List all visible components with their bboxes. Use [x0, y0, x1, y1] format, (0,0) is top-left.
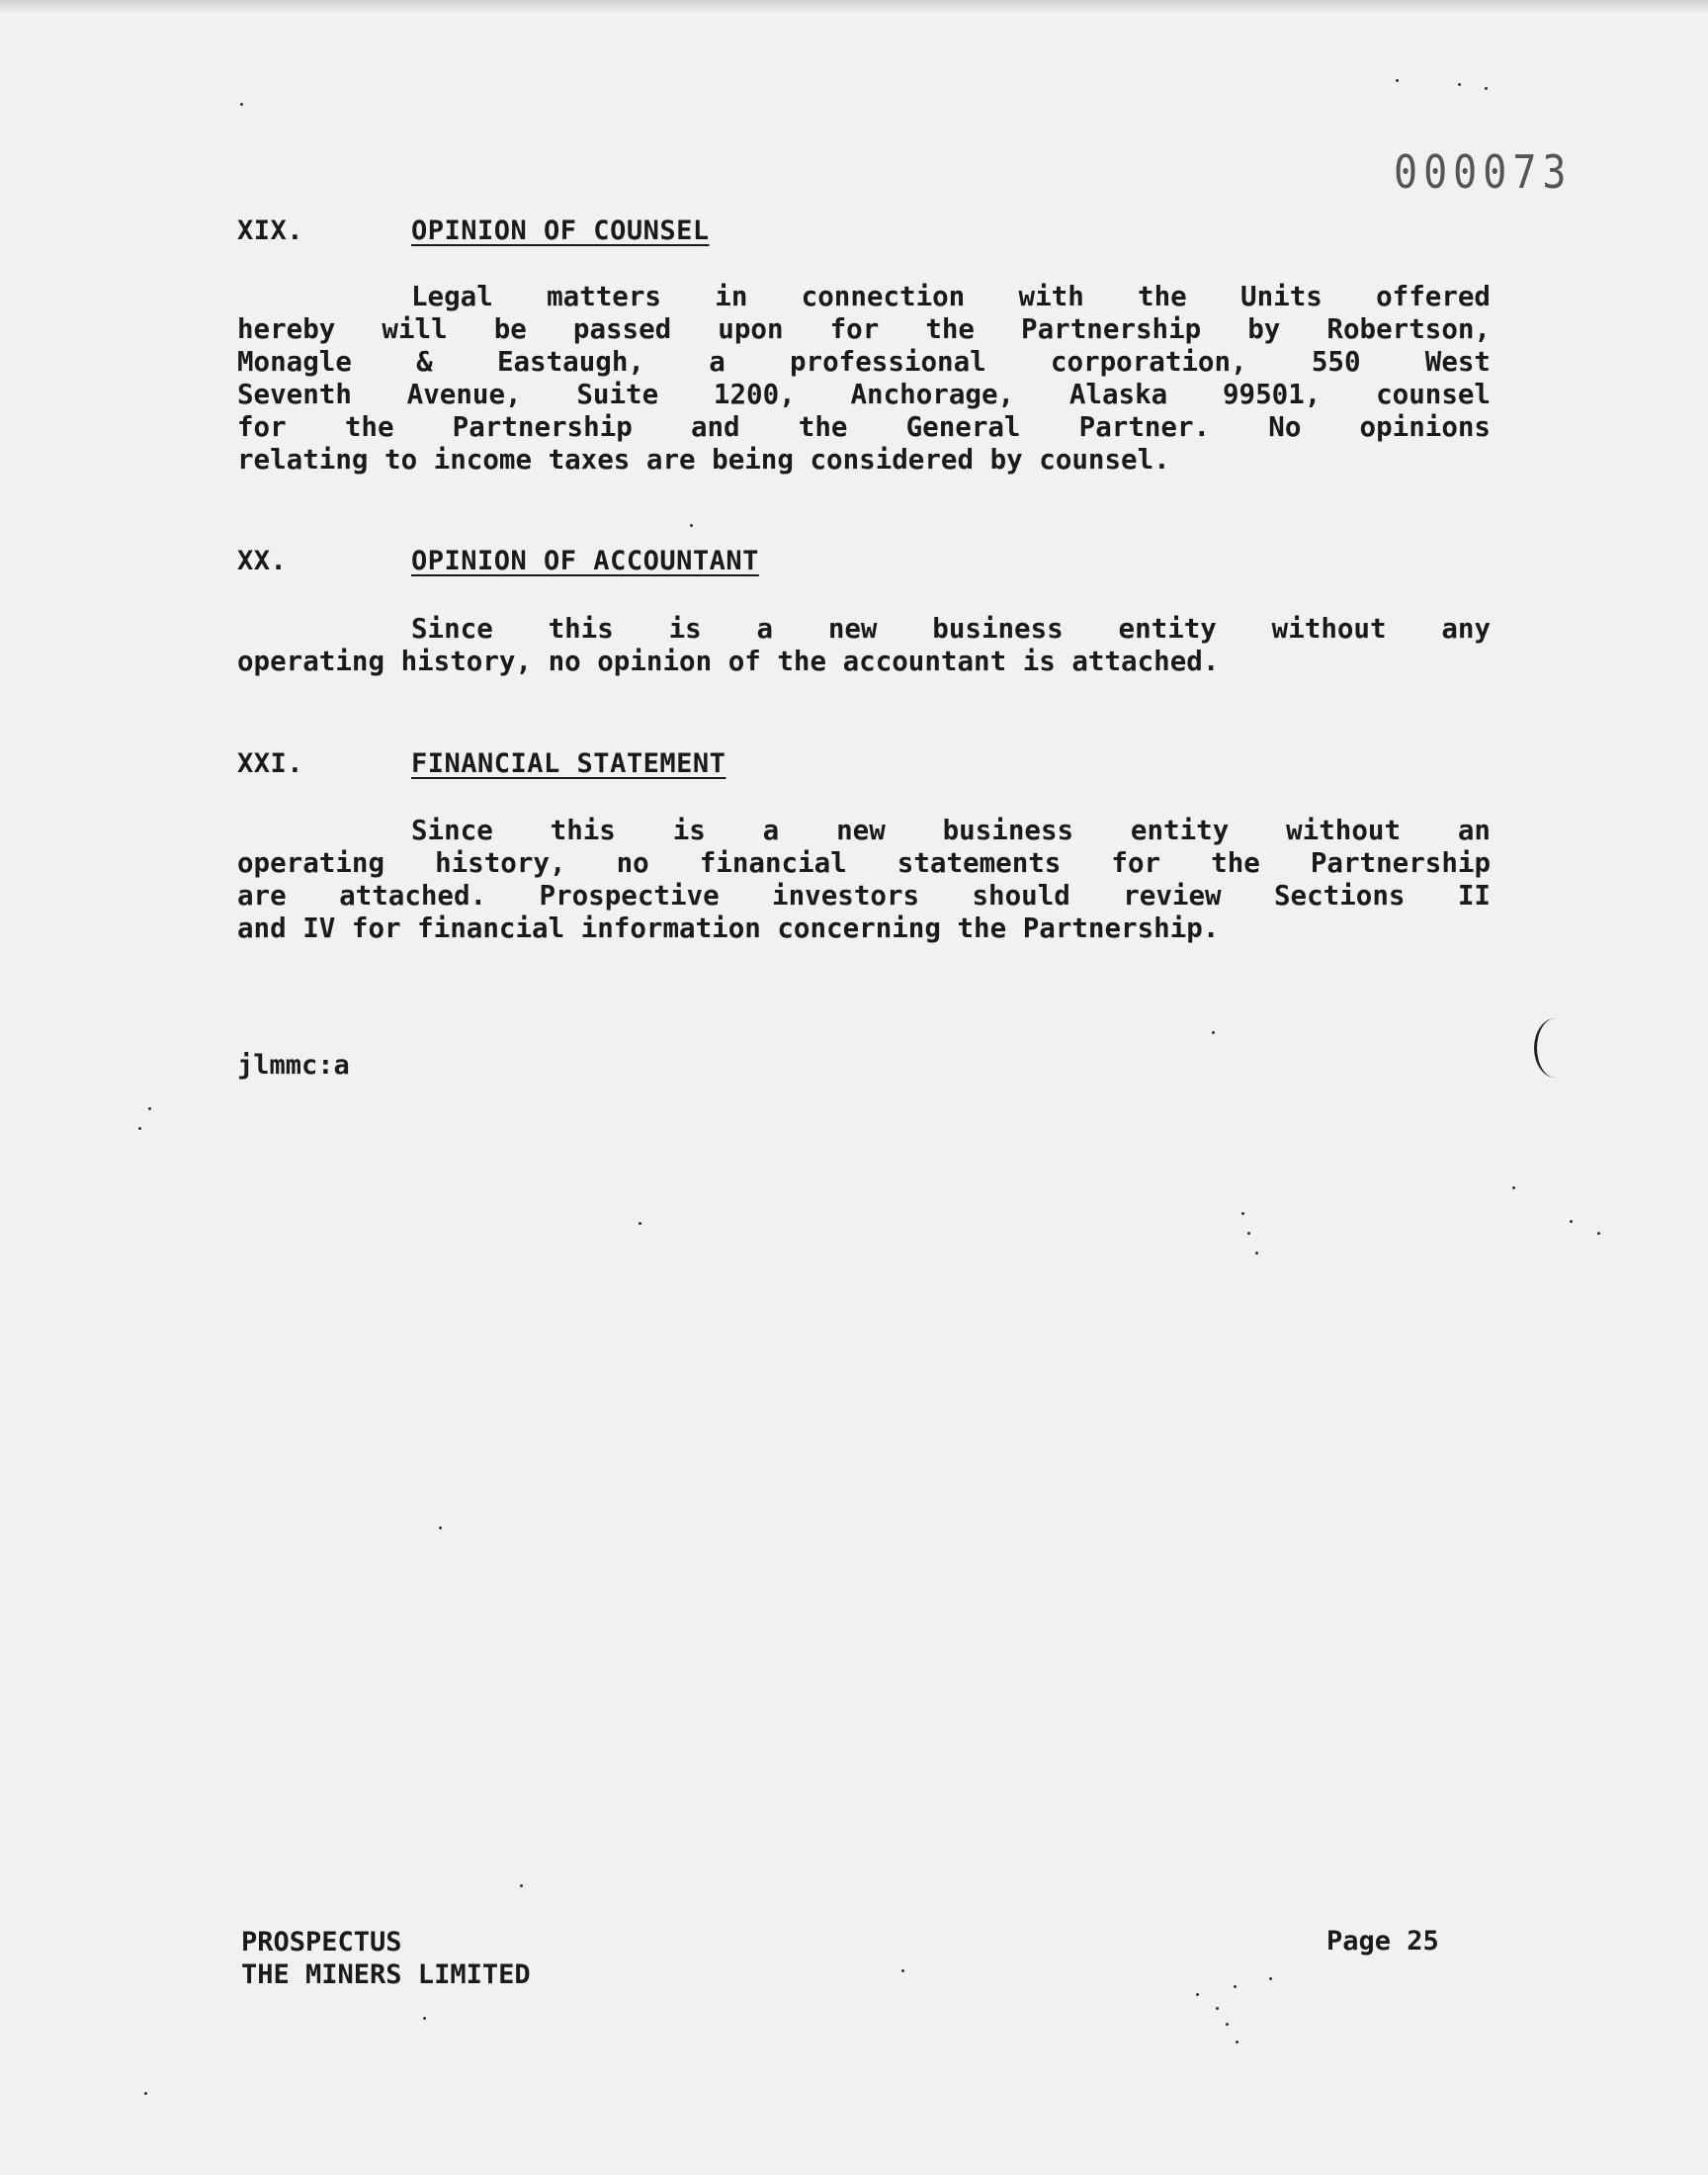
scan-speck [690, 524, 693, 527]
section-heading-xxi [237, 748, 726, 779]
margin-bracket-mark [1534, 1018, 1577, 1078]
section-heading-xix [237, 216, 710, 246]
paragraph-line: Legal matters in connection with the Units offered [411, 281, 1491, 312]
scan-speck [1255, 1252, 1258, 1255]
bates-stamp: 000073 [1394, 146, 1573, 200]
scan-speck [639, 1222, 641, 1225]
footer-line-prospectus: PROSPECTUS [241, 1927, 402, 1958]
section-number: XX. [237, 546, 288, 576]
section-title: OPINION OF COUNSEL [411, 216, 710, 246]
footer-document-title [241, 1926, 531, 1991]
page-number: Page 25 [1326, 1926, 1439, 1957]
scan-speck [1241, 1212, 1244, 1215]
section-number: XXI. [237, 748, 304, 779]
section-body-xx [237, 613, 1491, 678]
section-title: FINANCIAL STATEMENT [411, 748, 726, 779]
scan-speck [520, 1884, 523, 1887]
scan-speck [1269, 1977, 1272, 1980]
scan-speck [1196, 1993, 1199, 1996]
section-title: OPINION OF ACCOUNTANT [411, 546, 759, 576]
section-body-xxi [237, 815, 1491, 945]
scan-speck [1570, 1220, 1573, 1223]
paragraph-line: Since this is a new business entity without an [411, 815, 1491, 846]
scan-speck [1226, 2023, 1229, 2026]
scan-speck [1234, 1985, 1237, 1988]
paragraph-line: hereby will be passed upon for the Partnership by Robertson, [237, 313, 1491, 345]
scan-speck [1236, 2041, 1238, 2044]
paragraph-line: relating to income taxes are being considered by counsel. [237, 444, 1170, 476]
scan-speck [1597, 1232, 1600, 1235]
section-body-xix [237, 281, 1491, 477]
scan-speck [439, 1526, 442, 1529]
footer-line-company: THE MINERS LIMITED [241, 1959, 531, 1990]
section-heading-xx [237, 546, 759, 576]
paragraph-line: and IV for financial information concerning the Partnership. [237, 913, 1220, 944]
scan-speck [1247, 1232, 1250, 1235]
paragraph-line: are attached. Prospective investors should review Sections II [237, 880, 1491, 912]
paragraph-line: operating history, no opinion of the accountant is attached. [237, 646, 1220, 677]
scan-speck [1458, 83, 1461, 86]
paragraph-line: Seventh Avenue, Suite 1200, Anchorage, Alaska 99501, counsel [237, 379, 1491, 410]
scan-speck [144, 2092, 147, 2095]
typist-initials: jlmmc:a [237, 1050, 350, 1081]
paragraph-line: operating history, no financial statements for the Partnership [237, 847, 1491, 879]
scan-speck [1212, 1031, 1215, 1034]
paragraph-line: for the Partnership and the General Partner. No opinions [237, 411, 1491, 443]
scan-speck [240, 103, 243, 106]
paragraph-line: Since this is a new business entity without any [411, 613, 1491, 645]
scan-speck [423, 2017, 426, 2020]
section-number: XIX. [237, 216, 304, 246]
scan-speck [1216, 2007, 1219, 2010]
scan-speck [138, 1127, 141, 1130]
scan-speck [1485, 87, 1488, 90]
scan-speck [901, 1969, 904, 1972]
scan-speck [1396, 79, 1399, 82]
scan-speck [148, 1107, 151, 1110]
paragraph-line: Monagle & Eastaugh, a professional corporation, 550 West [237, 346, 1491, 378]
scan-speck [1512, 1186, 1515, 1189]
